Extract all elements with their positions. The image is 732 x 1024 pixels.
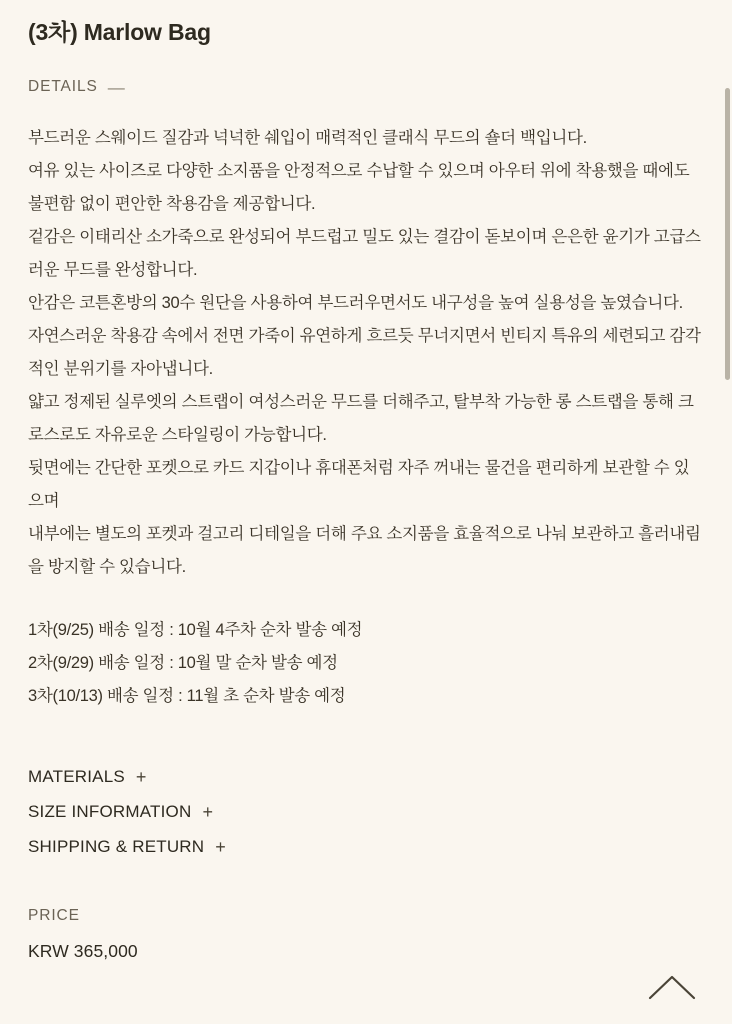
plus-icon[interactable]: + xyxy=(215,837,226,858)
details-paragraph: 뒷면에는 간단한 포켓으로 카드 지갑이나 휴대폰처럼 자주 꺼내는 물건을 편리하게 보관할 수 있으며 xyxy=(28,459,690,511)
shipping-schedule-line: 3차(10/13) 배송 일정 : 11월 초 순차 발송 예정 xyxy=(28,687,346,706)
accordion-list xyxy=(28,767,704,857)
accordion-label: SHIPPING & RETURN xyxy=(28,837,205,857)
details-paragraph: 안감은 코튼혼방의 30수 원단을 사용하여 부드러우면서도 내구성을 높여 실용성을 높였습니다. xyxy=(28,294,683,313)
minus-icon[interactable]: — xyxy=(107,77,125,97)
details-paragraph: 얇고 정제된 실루엣의 스트랩이 여성스러운 무드를 더해주고, 탈부착 가능한 롱 스트랩을 통해 크로스로도 자유로운 스타일링이 가능합니다. xyxy=(28,393,694,445)
details-paragraph: 자연스러운 착용감 속에서 전면 가죽이 유연하게 흐르듯 무너지면서 빈티지 특유의 세련되고 감각적인 분위기를 자아냅니다. xyxy=(28,327,701,379)
scroll-to-top-button[interactable] xyxy=(646,970,698,1004)
shipping-schedule-line: 1차(9/25) 배송 일정 : 10월 4주차 순차 발송 예정 xyxy=(28,621,363,640)
plus-icon[interactable]: + xyxy=(135,767,147,788)
price-label: PRICE xyxy=(28,907,80,925)
accordion-item-shipping-return[interactable] xyxy=(28,837,704,857)
scrollbar[interactable] xyxy=(725,0,730,1024)
page-title: (3차) Marlow Bag xyxy=(28,19,211,45)
price-block xyxy=(28,907,704,962)
details-paragraph: 부드러운 스웨이드 질감과 넉넉한 쉐입이 매력적인 클래식 무드의 숄더 백입니다. xyxy=(28,129,587,148)
details-paragraph: 여유 있는 사이즈로 다양한 소지품을 안정적으로 수납할 수 있으며 아우터 위에 착용했을 때에도 불편함 없이 편안한 착용감을 제공합니다. xyxy=(28,162,690,214)
price-value: KRW 365,000 xyxy=(28,941,138,962)
details-body xyxy=(28,122,704,713)
paragraph-spacer xyxy=(28,584,704,614)
accordion-item-size-information[interactable] xyxy=(28,802,704,822)
accordion-label: MATERIALS xyxy=(28,767,125,787)
details-paragraph: 겉감은 이태리산 소가죽으로 완성되어 부드럽고 밀도 있는 결감이 돋보이며 은은한 윤기가 고급스러운 무드를 완성합니다. xyxy=(28,228,701,280)
chevron-up-icon xyxy=(648,974,696,1000)
plus-icon[interactable]: + xyxy=(202,802,213,823)
details-label: DETAILS xyxy=(28,78,98,96)
accordion-label: SIZE INFORMATION xyxy=(28,802,192,822)
scrollbar-thumb[interactable] xyxy=(725,88,730,380)
details-paragraph: 내부에는 별도의 포켓과 걸고리 디테일을 더해 주요 소지품을 효율적으로 나눠 보관하고 흘러내림을 방지할 수 있습니다. xyxy=(28,525,701,577)
accordion-item-materials[interactable] xyxy=(28,767,704,787)
shipping-schedule-line: 2차(9/29) 배송 일정 : 10월 말 순차 발송 예정 xyxy=(28,654,338,673)
details-section-header[interactable] xyxy=(28,78,704,96)
